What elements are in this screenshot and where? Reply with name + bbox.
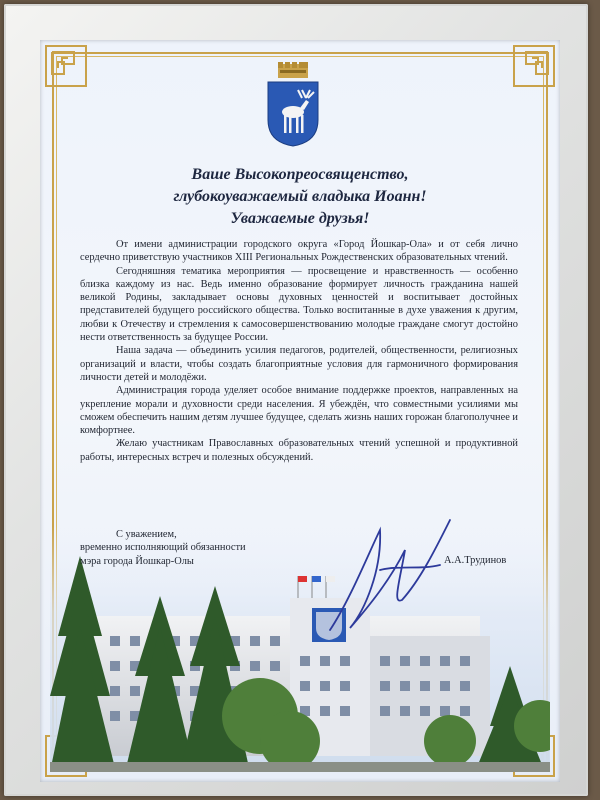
corner-ornament-icon <box>44 44 88 88</box>
greeting-letter <box>40 40 560 782</box>
salutation-line-1: Ваше Высокопреосвященство, <box>191 166 409 183</box>
handwritten-signature-icon <box>310 510 460 650</box>
closing-phrase: С уважением, <box>116 529 177 540</box>
salutation-line-3: Уважаемые друзья! <box>230 210 370 227</box>
city-coat-of-arms-icon <box>264 62 322 148</box>
salutation-line-2: глубокоуважаемый владыка Иоанн! <box>173 188 427 205</box>
signer-position-line-2: мэра города Йошкар-Олы <box>80 555 194 567</box>
paragraph: Администрация города уделяет особое внимание поддержке проектов, направленных на укрепление морали и духовности среди населения. Я убеждён, что совместными усилиями мы сможем обеспечить нашим детям лучшее будущее, сделать жизнь наших горожан благополучнее и комфортнее. <box>80 385 518 437</box>
signer-name: А.А.Трудинов <box>444 555 507 566</box>
paragraph: От имени администрации городского округа «Город Йошкар-Ола» и от себя лично сердечно приветствую участников XIII Региональных Рождественских образовательных чтений. <box>80 239 518 264</box>
paragraph: Сегодняшняя тематика мероприятия — просвещение и нравственность — особенно близка каждому из нас. Ведь именно образование формирует личность гражданина нашей великой Родины, закладывает основы духовных ценностей и воспитывает достойных представителей будущего российского общества. Только воспитанные в духе уважения к другим, любви к Отечеству и стремления к самосовершенствованию молодые граждане смогут достойно нести ответственность за будущее России. <box>80 265 518 344</box>
letter-body <box>80 238 518 464</box>
picture-frame <box>4 4 588 796</box>
signer-position-line-1: временно исполняющий обязанности <box>80 542 246 554</box>
paragraph: Наша задача — объединить усилия педагогов, родителей, общественности, религиозных организаций и власти, чтобы создать благоприятные условия для гармоничного формирования личности детей и молодёжи. <box>80 345 518 383</box>
corner-ornament-icon <box>512 44 556 88</box>
signature-block <box>80 528 280 568</box>
paragraph: Желаю участникам Православных образовательных чтений успешной и продуктивной работы, интересных встреч и полезных обсуждений. <box>80 438 518 463</box>
